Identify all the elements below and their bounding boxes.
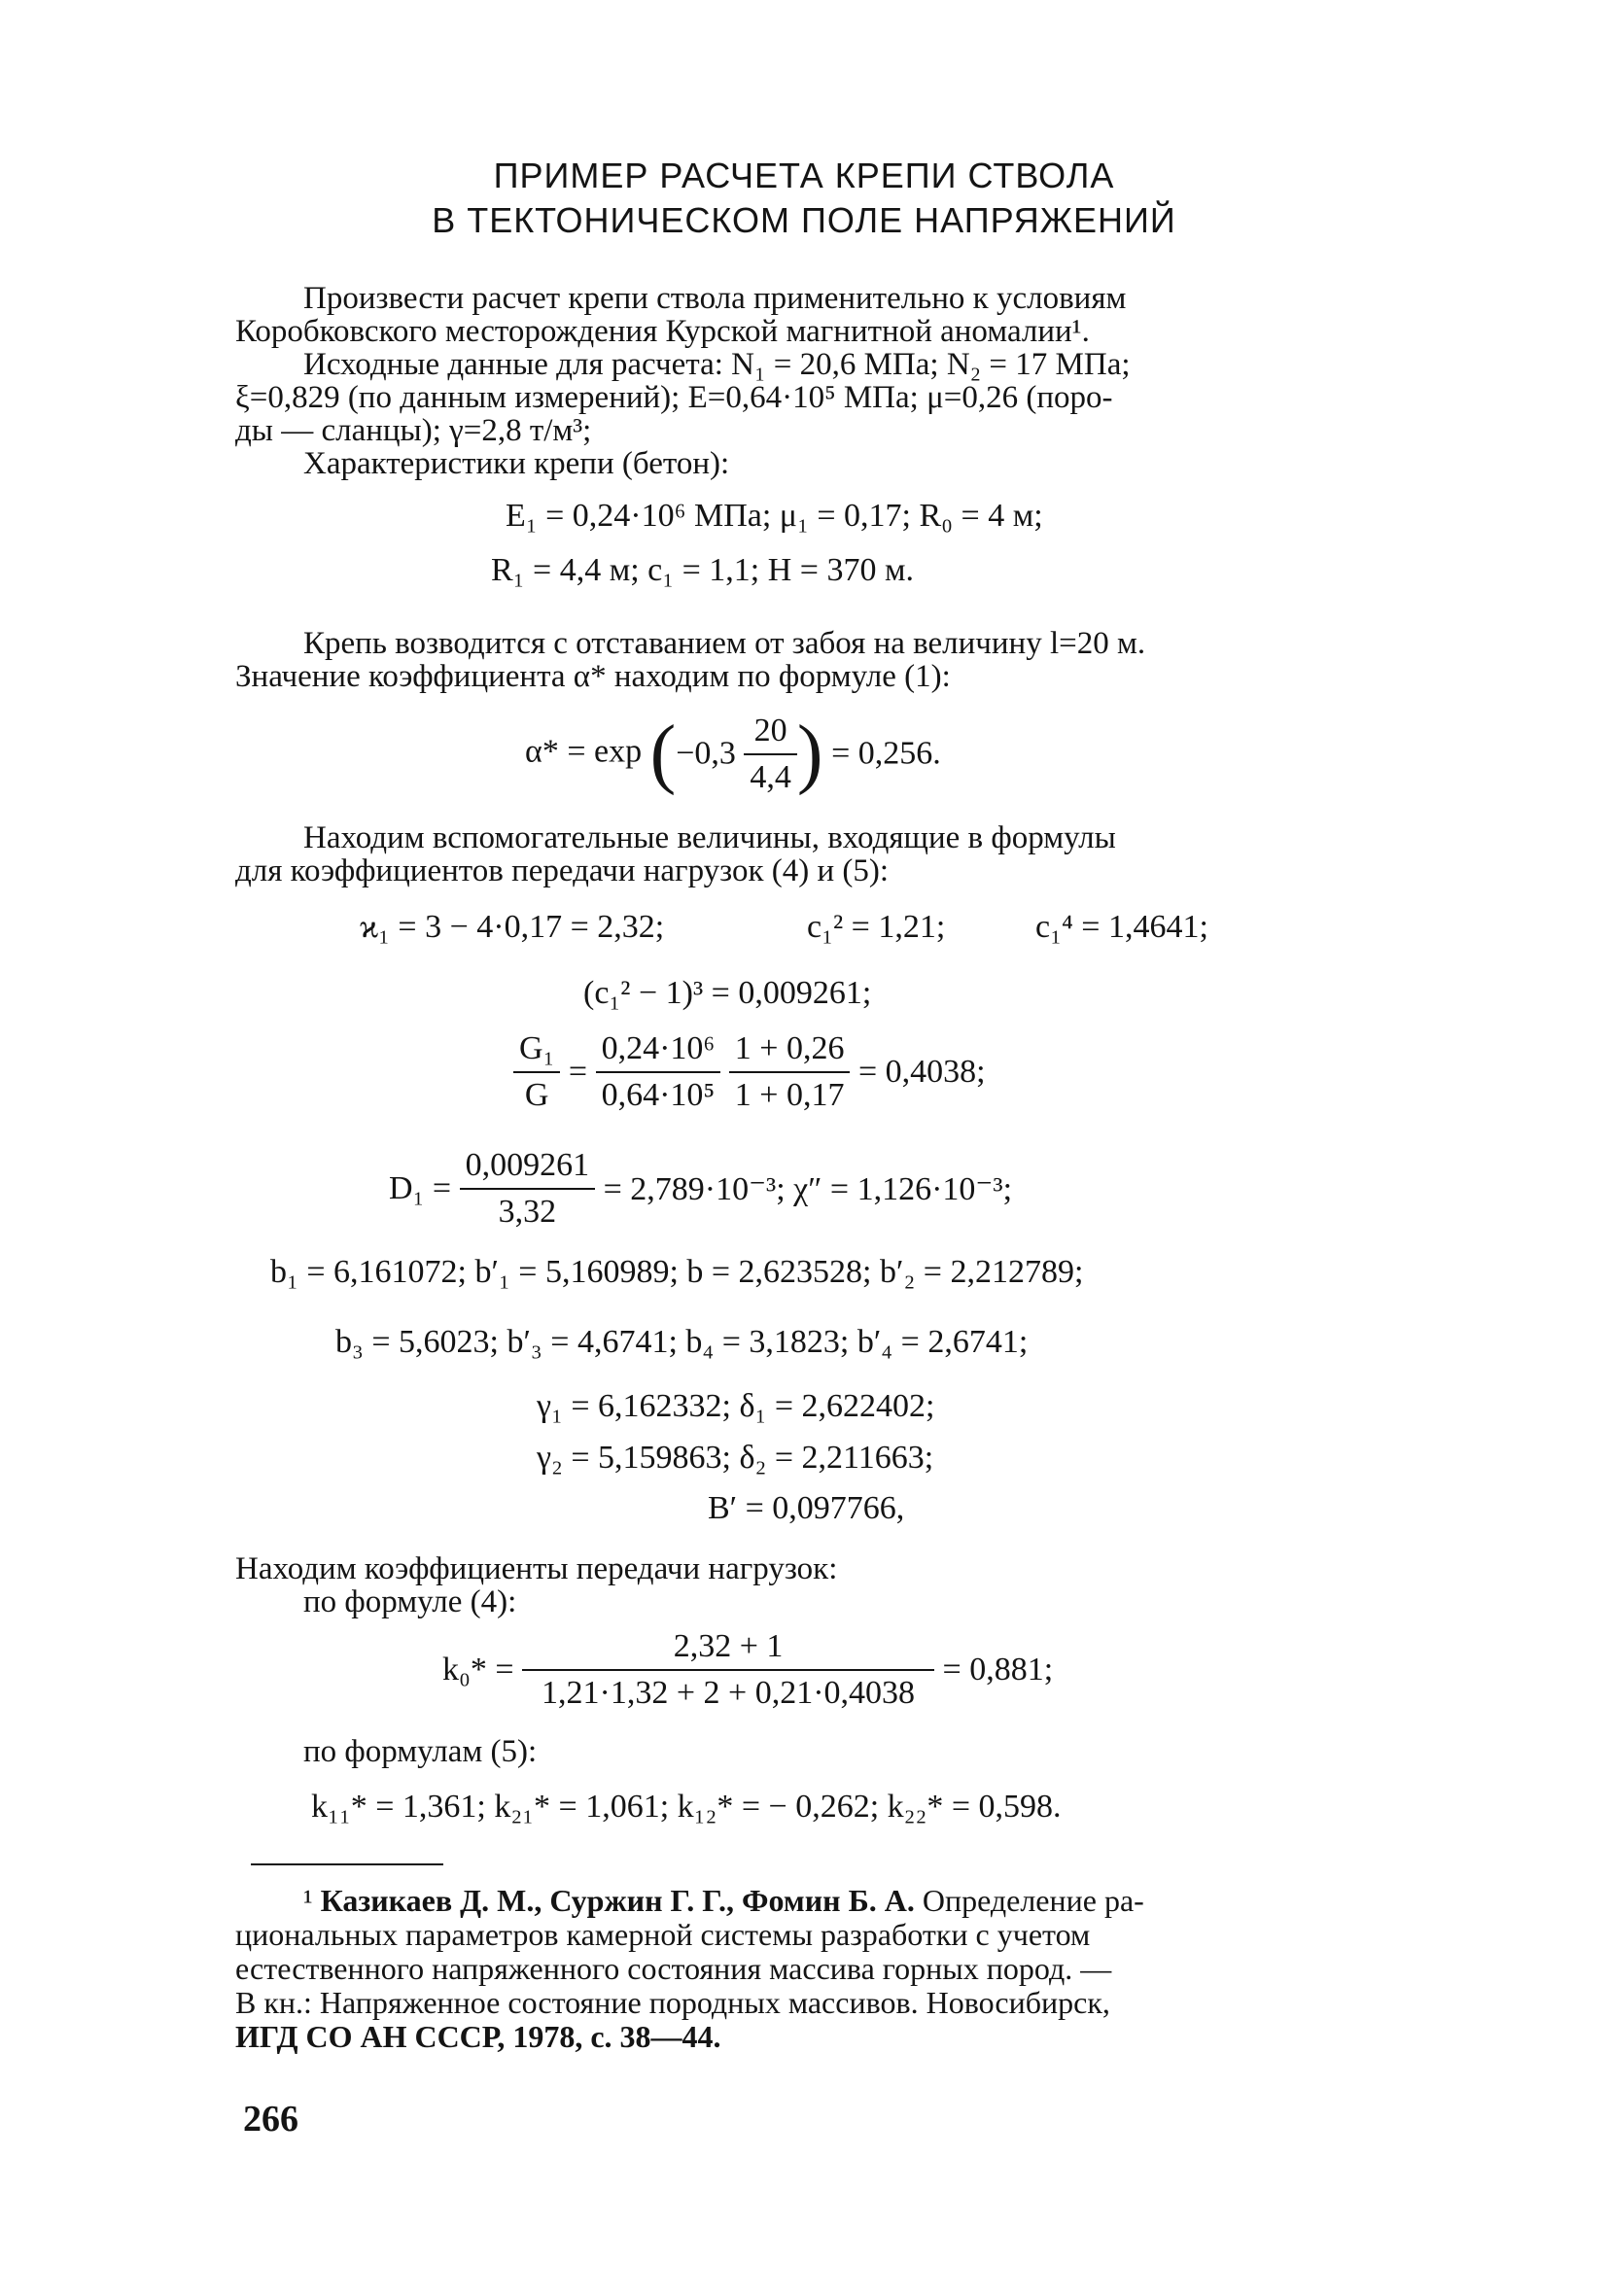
equals-sign: =: [568, 1054, 588, 1090]
footnote-line: ИГД СО АН СССР, 1978, с. 38—44.: [235, 2019, 721, 2054]
footnote-authors: Казикаев Д. М., Суржин Г. Г., Фомин Б. А.: [320, 1883, 915, 1918]
text-line: Характеристики крепи (бетон):: [303, 446, 730, 481]
intro-paragraph: [235, 282, 1382, 480]
text-line: по формулам (5):: [303, 1734, 538, 1769]
g-ratio-equation: [513, 1030, 986, 1114]
modulus-fraction: [596, 1030, 721, 1114]
fraction-numerator: 0,24·10⁶: [596, 1030, 721, 1073]
text-line: ξ=0,829 (по данным измерений); E=0,64·10⁵ МПа; μ=0,26 (поро-: [235, 380, 1113, 415]
k0-equation: [442, 1628, 1053, 1712]
text-line: ды — сланцы); γ=2,8 т/м³;: [235, 413, 592, 448]
d1-rhs: = 2,789·10⁻³; χ″ = 1,126·10⁻³;: [603, 1171, 1013, 1207]
footnote-line: В кн.: Напряженное состояние породных массивов. Новосибирск,: [235, 1985, 1110, 2020]
footnote-line: циональных параметров камерной системы разработки с учетом: [235, 1917, 1091, 1952]
lag-paragraph: [235, 627, 1382, 693]
fraction-denominator: 0,64·10⁵: [601, 1077, 716, 1113]
fraction-denominator: 3,32: [498, 1194, 557, 1230]
fraction-numerator: 2,32 + 1: [522, 1628, 934, 1671]
footnote-line-1: [235, 1884, 1382, 1918]
gamma-delta-row-1: γ₁ = 6,162332; δ₁ = 2,622402;: [537, 1388, 935, 1424]
fraction-denominator: 4,4: [750, 758, 791, 795]
g-ratio-result: = 0,4038;: [857, 1054, 986, 1090]
d1-equation: [389, 1147, 1012, 1231]
text-line: для коэффициентов передачи нагрузок (4) и (5):: [235, 853, 890, 888]
k0-fraction: [522, 1628, 934, 1712]
page-number: 266: [243, 2099, 298, 2139]
text-line: Находим вспомогательные величины, входящие в формулы: [303, 820, 1116, 855]
left-paren: (: [649, 711, 677, 796]
b-values-row-2: b₃ = 5,6023; b′₃ = 4,6741; b₄ = 3,1823; b′₄ = 2,6741;: [335, 1324, 1029, 1360]
gamma-delta-row-2: γ₂ = 5,159863; δ₂ = 2,211663;: [537, 1440, 934, 1476]
fraction-denominator: G: [524, 1077, 549, 1113]
footnote-mark: ¹: [303, 1883, 313, 1918]
k0-rhs: = 0,881;: [942, 1652, 1054, 1687]
b-prime-equation: B′ = 0,097766,: [708, 1490, 905, 1526]
footnote-title-start: Определение ра-: [914, 1883, 1144, 1918]
alpha-lhs: α* = exp: [525, 733, 643, 770]
alpha-equation: [525, 710, 941, 798]
footnote-line: естественного напряженного состояния массива горных пород. —: [235, 1951, 1112, 1986]
support-equation-row-2: R₁ = 4,4 м; c₁ = 1,1; H = 370 м.: [491, 552, 914, 588]
fraction-denominator: 1 + 0,17: [734, 1077, 845, 1113]
fraction-numerator: 1 + 0,26: [729, 1030, 851, 1073]
right-paren: ): [796, 711, 823, 796]
page-title-line-2: В ТЕКТОНИЧЕСКОМ ПОЛЕ НАПРЯЖЕНИЙ: [432, 200, 1176, 240]
b-values-row-1: b₁ = 6,161072; b′₁ = 5,160989; b = 2,623528; b′₂ = 2,212789;: [270, 1254, 1084, 1290]
text-line: Крепь возводится с отставанием от забоя на величину l=20 м.: [303, 626, 1146, 661]
text-line: Находим коэффициенты передачи нагрузок:: [235, 1551, 838, 1586]
text-line: по формуле (4):: [303, 1584, 517, 1619]
d1-fraction: [460, 1147, 596, 1231]
alpha-fraction: [744, 713, 797, 796]
text-line: Коробковского месторождения Курской магнитной аномалии¹.: [235, 314, 1090, 349]
alpha-inner: −0,3: [676, 735, 736, 772]
cube-equation: (c₁² − 1)³ = 0,009261;: [583, 975, 872, 1011]
fraction-numerator: 20: [744, 713, 797, 755]
text-line: Значение коэффициента α* находим по формуле (1):: [235, 659, 951, 694]
page-title-line-1: ПРИМЕР РАСЧЕТА КРЕПИ СТВОЛА: [493, 156, 1115, 195]
text-line: Произвести расчет крепи ствола применительно к условиям: [303, 281, 1127, 316]
fraction-denominator: 1,21·1,32 + 2 + 0,21·0,4038: [542, 1675, 916, 1711]
footnote: [235, 1884, 1382, 2054]
fraction-numerator: G₁: [513, 1030, 560, 1073]
c1-squared-equation: c₁² = 1,21;: [807, 909, 946, 945]
coefficients-paragraph: [235, 1552, 1382, 1618]
k0-lhs: k₀* =: [442, 1652, 514, 1687]
fraction-numerator: 0,009261: [460, 1147, 596, 1190]
alpha-rhs: = 0,256.: [831, 735, 941, 772]
footnote-divider: [251, 1863, 443, 1865]
d1-lhs: D₁ =: [389, 1170, 452, 1206]
k-coefficients-row: k₁₁* = 1,361; k₂₁* = 1,061; k₁₂* = − 0,262; k₂₂* = 0,598.: [311, 1789, 1062, 1825]
text-line: Исходные данные для расчета: N₁ = 20,6 МПа; N₂ = 17 МПа;: [303, 347, 1131, 382]
c1-fourth-equation: c₁⁴ = 1,4641;: [1035, 909, 1208, 945]
g-ratio-fraction: [513, 1030, 560, 1114]
formulas-5-label: [235, 1735, 1382, 1768]
kappa-equation: ϰ₁ = 3 − 4·0,17 = 2,32;: [360, 909, 665, 945]
support-equation-row-1: E₁ = 0,24·10⁶ МПа; μ₁ = 0,17; R₀ = 4 м;: [506, 498, 1043, 534]
aux-paragraph: [235, 821, 1382, 887]
poisson-fraction: [729, 1030, 851, 1114]
